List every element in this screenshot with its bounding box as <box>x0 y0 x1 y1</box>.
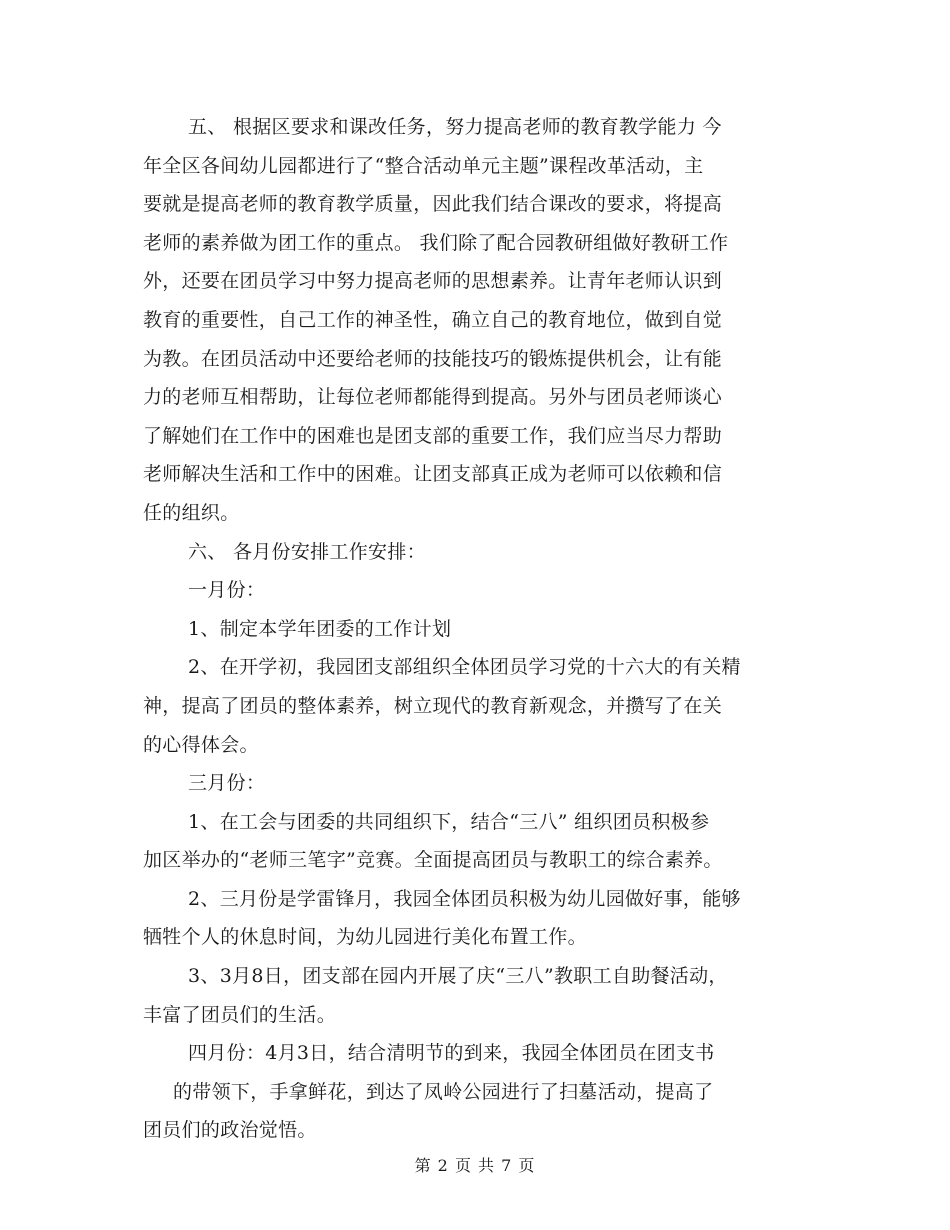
list-item: 2、三月份是学雷锋月，我园全体团员积极为幼儿园做好事，能够 <box>188 887 741 910</box>
section-heading: 六、 各月份安排工作安排： <box>188 540 426 563</box>
list-item: 3、3月8日，团支部在园内开展了庆“三八”教职工自助餐活动， <box>188 965 728 988</box>
paragraph-line: 外，还要在团员学习中努力提高老师的思想素养。让青年老师认识到 <box>143 270 723 293</box>
paragraph-line: 年全区各间幼儿园都进行了“整合活动单元主题”课程改革活动，主 <box>143 154 704 177</box>
paragraph-line: 老师的素养做为团工作的重点。 我们除了配合园教研组做好教研工作 <box>143 231 729 254</box>
month-heading: 四月份：4月3日，结合清明节的到来，我园全体团员在团支书 <box>188 1042 715 1065</box>
paragraph-line: 要就是提高老师的教育教学质量，因此我们结合课改的要求，将提高 <box>143 193 723 216</box>
paragraph-line: 教育的重要性，自己工作的神圣性，确立自己的教育地位，做到自觉 <box>143 308 723 331</box>
month-heading: 一月份： <box>188 579 266 602</box>
paragraph-line: 五、 根据区要求和课改任务，努力提高老师的教育教学能力 今 <box>188 116 722 138</box>
list-item: 1、在工会与团委的共同组织下，结合“三八” 组织团员积极参 <box>188 810 710 833</box>
paragraph-line: 的心得体会。 <box>143 733 259 756</box>
paragraph-line: 为教。在团员活动中还要给老师的技能技巧的锻炼提供机会，让有能 <box>143 347 723 370</box>
page-number-footer: 第 2 页 共 7 页 <box>414 1156 536 1175</box>
paragraph-line: 的带领下，手拿鲜花，到达了凤岭公园进行了扫墓活动，提高了 <box>173 1080 714 1103</box>
month-heading: 三月份： <box>188 772 266 795</box>
paragraph-line: 力的老师互相帮助，让每位老师都能得到提高。另外与团员老师谈心 <box>143 386 723 409</box>
list-item: 1、制定本学年团委的工作计划 <box>188 617 452 640</box>
paragraph-line: 神，提高了团员的整体素养，树立现代的教育新观念，并攒写了在关 <box>143 694 723 717</box>
list-item: 2、在开学初，我园团支部组织全体团员学习党的十六大的有关精 <box>188 656 741 679</box>
paragraph-line: 任的组织。 <box>143 501 240 524</box>
paragraph-line: 丰富了团员们的生活。 <box>143 1003 337 1026</box>
paragraph-line: 老师解决生活和工作中的困难。让团支部真正成为老师可以依赖和信 <box>143 463 723 486</box>
paragraph-line: 了解她们在工作中的困难也是团支部的重要工作，我们应当尽力帮助 <box>143 424 723 447</box>
paragraph-line: 牺牲个人的休息时间，为幼儿园进行美化布置工作。 <box>143 926 587 949</box>
paragraph-line: 团员们的政治觉悟。 <box>143 1119 317 1142</box>
document-body <box>143 108 823 1150</box>
paragraph-line: 加区举办的“老师三笔字”竞赛。全面提高团员与教职工的综合素养。 <box>143 849 723 872</box>
